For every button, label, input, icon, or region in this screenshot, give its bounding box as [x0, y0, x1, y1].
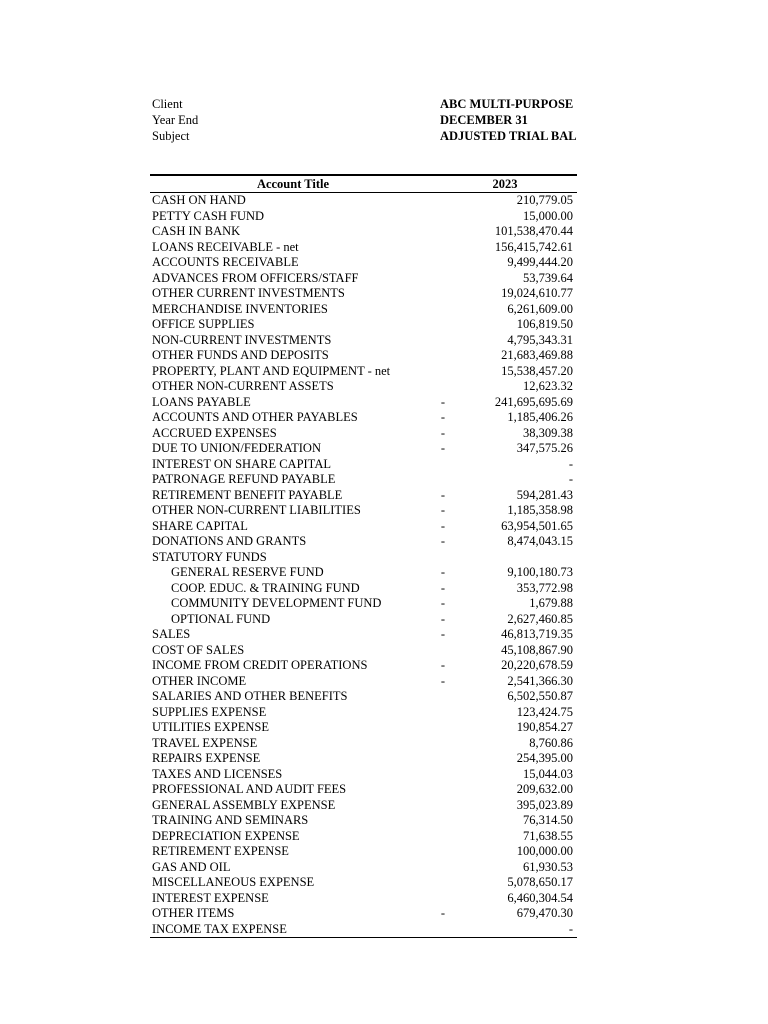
table-row	[150, 891, 577, 907]
credit-sign: -	[440, 534, 446, 548]
amount: 61,930.53	[523, 859, 573, 874]
account-title: SUPPLIES EXPENSE	[152, 704, 267, 719]
amount: 190,854.27	[516, 720, 573, 734]
account-title: OTHER FUNDS AND DEPOSITS	[152, 348, 329, 362]
table-row	[150, 705, 577, 721]
amount: 679,470.30	[516, 906, 573, 920]
amount: 347,575.26	[516, 441, 573, 455]
subject-row	[152, 128, 577, 144]
account-title: PROFESSIONAL AND AUDIT FEES	[152, 782, 347, 796]
account-title: ACCRUED EXPENSES	[152, 425, 277, 440]
table-row	[150, 813, 577, 829]
account-title: MISCELLANEOUS EXPENSE	[152, 875, 315, 889]
table-row	[150, 209, 577, 225]
credit-sign: -	[440, 503, 446, 517]
table-row	[150, 689, 577, 705]
account-title: GENERAL ASSEMBLY EXPENSE	[152, 797, 336, 812]
amount: 71,638.55	[523, 828, 573, 843]
credit-sign: -	[440, 580, 446, 595]
account-title: SALARIES AND OTHER BENEFITS	[152, 689, 348, 703]
account-title: PATRONAGE REFUND PAYABLE	[152, 472, 336, 486]
amount: 53,739.64	[523, 270, 573, 285]
client-value: ABC MULTI-PURPOSE	[440, 97, 574, 111]
client-row	[152, 96, 577, 112]
amount: 15,044.03	[523, 766, 573, 781]
account-title: LOANS PAYABLE	[152, 394, 251, 409]
account-title: UTILITIES EXPENSE	[152, 720, 269, 734]
subject-value: ADJUSTED TRIAL BAL	[440, 129, 577, 143]
table-row	[150, 643, 577, 659]
amount: 254,395.00	[516, 751, 573, 765]
account-title-header: Account Title	[256, 177, 330, 191]
account-title: PETTY CASH FUND	[152, 208, 265, 223]
table-row	[150, 441, 577, 457]
table-row	[150, 472, 577, 488]
table-row	[150, 534, 577, 550]
year-end-row	[152, 112, 577, 128]
account-title: STATUTORY FUNDS	[152, 549, 267, 564]
account-title: COOP. EDUC. & TRAINING FUND	[171, 580, 360, 595]
account-title: INTEREST ON SHARE CAPITAL	[152, 456, 331, 471]
account-title: OTHER NON-CURRENT ASSETS	[152, 379, 334, 393]
credit-sign: -	[440, 673, 446, 688]
table-row	[150, 348, 577, 364]
table-row	[150, 503, 577, 519]
amount: 353,772.98	[516, 580, 573, 595]
amount: -	[568, 456, 573, 471]
amount: 46,813,719.35	[501, 627, 573, 641]
table-row	[150, 333, 577, 349]
amount: 5,078,650.17	[507, 875, 573, 889]
table-row	[150, 844, 577, 860]
amount: -	[568, 472, 573, 486]
table-row	[150, 255, 577, 271]
account-title: OTHER CURRENT INVESTMENTS	[152, 286, 345, 300]
table-row	[150, 488, 577, 504]
account-title: GAS AND OIL	[152, 859, 231, 874]
amount: 1,185,406.26	[507, 410, 573, 424]
amount: 1,185,358.98	[507, 503, 573, 517]
amount: 106,819.50	[516, 317, 573, 331]
amount: 21,683,469.88	[501, 348, 573, 362]
credit-sign: -	[440, 394, 446, 409]
table-row	[150, 658, 577, 674]
table-row	[150, 751, 577, 767]
amount: 2,541,366.30	[507, 673, 573, 688]
table-row	[150, 906, 577, 922]
table-row	[150, 240, 577, 256]
table-row	[150, 767, 577, 783]
table-row	[150, 782, 577, 798]
amount: 76,314.50	[523, 813, 573, 827]
amount: 4,795,343.31	[507, 332, 573, 347]
amount: 20,220,678.59	[501, 658, 573, 672]
table-row	[150, 379, 577, 395]
table-row	[150, 193, 577, 209]
table-row	[150, 612, 577, 628]
year-header: 2023	[492, 177, 518, 191]
account-title: PROPERTY, PLANT AND EQUIPMENT - net	[152, 363, 391, 378]
account-title: INCOME TAX EXPENSE	[152, 921, 287, 936]
account-title: TRAVEL EXPENSE	[152, 735, 258, 750]
table-row	[150, 302, 577, 318]
amount: 63,954,501.65	[501, 518, 573, 533]
table-row	[150, 860, 577, 876]
credit-sign: -	[440, 658, 446, 672]
amount: 209,632.00	[516, 782, 573, 796]
amount: 594,281.43	[516, 487, 573, 502]
amount: 8,474,043.15	[507, 534, 573, 548]
account-title: GENERAL RESERVE FUND	[171, 565, 324, 579]
credit-sign: -	[440, 487, 446, 502]
credit-sign: -	[440, 565, 446, 579]
amount: 9,100,180.73	[507, 565, 573, 579]
table-row	[150, 798, 577, 814]
account-title: NON-CURRENT INVESTMENTS	[152, 332, 332, 347]
client-label: Client	[152, 97, 183, 111]
amount: 210,779.05	[516, 193, 573, 207]
amount: 8,760.86	[529, 735, 573, 750]
table-header	[150, 174, 577, 193]
amount: 19,024,610.77	[501, 286, 573, 300]
subject-label: Subject	[152, 129, 190, 143]
amount: 9,499,444.20	[507, 255, 573, 269]
credit-sign: -	[440, 627, 446, 641]
table-row	[150, 875, 577, 891]
table-row	[150, 829, 577, 845]
credit-sign: -	[440, 410, 446, 424]
account-title: DEPRECIATION EXPENSE	[152, 828, 300, 843]
account-title: OPTIONAL FUND	[171, 611, 271, 626]
amount: 15,538,457.20	[501, 363, 573, 378]
amount: 100,000.00	[516, 844, 573, 858]
amount: 38,309.38	[523, 425, 573, 440]
account-title: DONATIONS AND GRANTS	[152, 534, 307, 548]
table-row	[150, 426, 577, 442]
amount: 2,627,460.85	[507, 611, 573, 626]
trial-balance-table	[150, 174, 577, 938]
table-row	[150, 364, 577, 380]
account-title: OTHER INCOME	[152, 673, 247, 688]
account-title: OFFICE SUPPLIES	[152, 317, 255, 331]
account-title: DUE TO UNION/FEDERATION	[152, 441, 321, 455]
account-title: ADVANCES FROM OFFICERS/STAFF	[152, 270, 359, 285]
year-end-value: DECEMBER 31	[440, 113, 528, 127]
table-row	[150, 395, 577, 411]
document-header	[152, 96, 577, 144]
credit-sign: -	[440, 906, 446, 920]
credit-sign: -	[440, 611, 446, 626]
table-row	[150, 565, 577, 581]
table-row	[150, 271, 577, 287]
account-title: REPAIRS EXPENSE	[152, 751, 261, 765]
table-row	[150, 674, 577, 690]
amount: 6,502,550.87	[507, 689, 573, 703]
amount: 241,695,695.69	[494, 394, 573, 409]
credit-sign: -	[440, 441, 446, 455]
amount: 12,623.32	[523, 379, 573, 393]
table-row	[150, 317, 577, 333]
table-row	[150, 410, 577, 426]
account-title: ACCOUNTS RECEIVABLE	[152, 255, 299, 269]
year-end-label: Year End	[152, 113, 199, 127]
account-title: MERCHANDISE INVENTORIES	[152, 301, 328, 316]
table-body	[150, 193, 577, 938]
account-title: COST OF SALES	[152, 642, 245, 657]
table-row	[150, 519, 577, 535]
table-row	[150, 286, 577, 302]
amount: 1,679.88	[529, 596, 573, 610]
table-row	[150, 596, 577, 612]
table-row	[150, 627, 577, 643]
account-title: SHARE CAPITAL	[152, 518, 248, 533]
amount: 156,415,742.61	[494, 239, 573, 254]
amount: 6,460,304.54	[507, 890, 573, 905]
credit-sign: -	[440, 425, 446, 440]
amount: 123,424.75	[516, 704, 573, 719]
account-title: COMMUNITY DEVELOPMENT FUND	[171, 596, 382, 610]
account-title: TRAINING AND SEMINARS	[152, 813, 309, 827]
amount: 45,108,867.90	[501, 642, 573, 657]
account-title: INTEREST EXPENSE	[152, 890, 269, 905]
account-title: ACCOUNTS AND OTHER PAYABLES	[152, 410, 358, 424]
table-row	[150, 720, 577, 736]
table-row	[150, 736, 577, 752]
amount: 395,023.89	[516, 797, 573, 812]
table-row	[150, 457, 577, 473]
amount: -	[568, 921, 573, 936]
amount: 15,000.00	[523, 208, 573, 223]
account-title: INCOME FROM CREDIT OPERATIONS	[152, 658, 368, 672]
account-title: CASH ON HAND	[152, 193, 246, 207]
credit-sign: -	[440, 518, 446, 533]
account-title: OTHER ITEMS	[152, 906, 235, 920]
account-title: TAXES AND LICENSES	[152, 766, 283, 781]
account-title: CASH IN BANK	[152, 224, 241, 238]
amount: 101,538,470.44	[494, 224, 573, 238]
table-row	[150, 224, 577, 240]
credit-sign: -	[440, 596, 446, 610]
account-title: LOANS RECEIVABLE - net	[152, 239, 299, 254]
account-title: RETIREMENT EXPENSE	[152, 844, 289, 858]
account-title: SALES	[152, 627, 191, 641]
table-row	[150, 922, 577, 938]
table-row	[150, 550, 577, 566]
amount: 6,261,609.00	[507, 301, 573, 316]
table-row	[150, 581, 577, 597]
account-title: RETIREMENT BENEFIT PAYABLE	[152, 487, 343, 502]
account-title: OTHER NON-CURRENT LIABILITIES	[152, 503, 361, 517]
